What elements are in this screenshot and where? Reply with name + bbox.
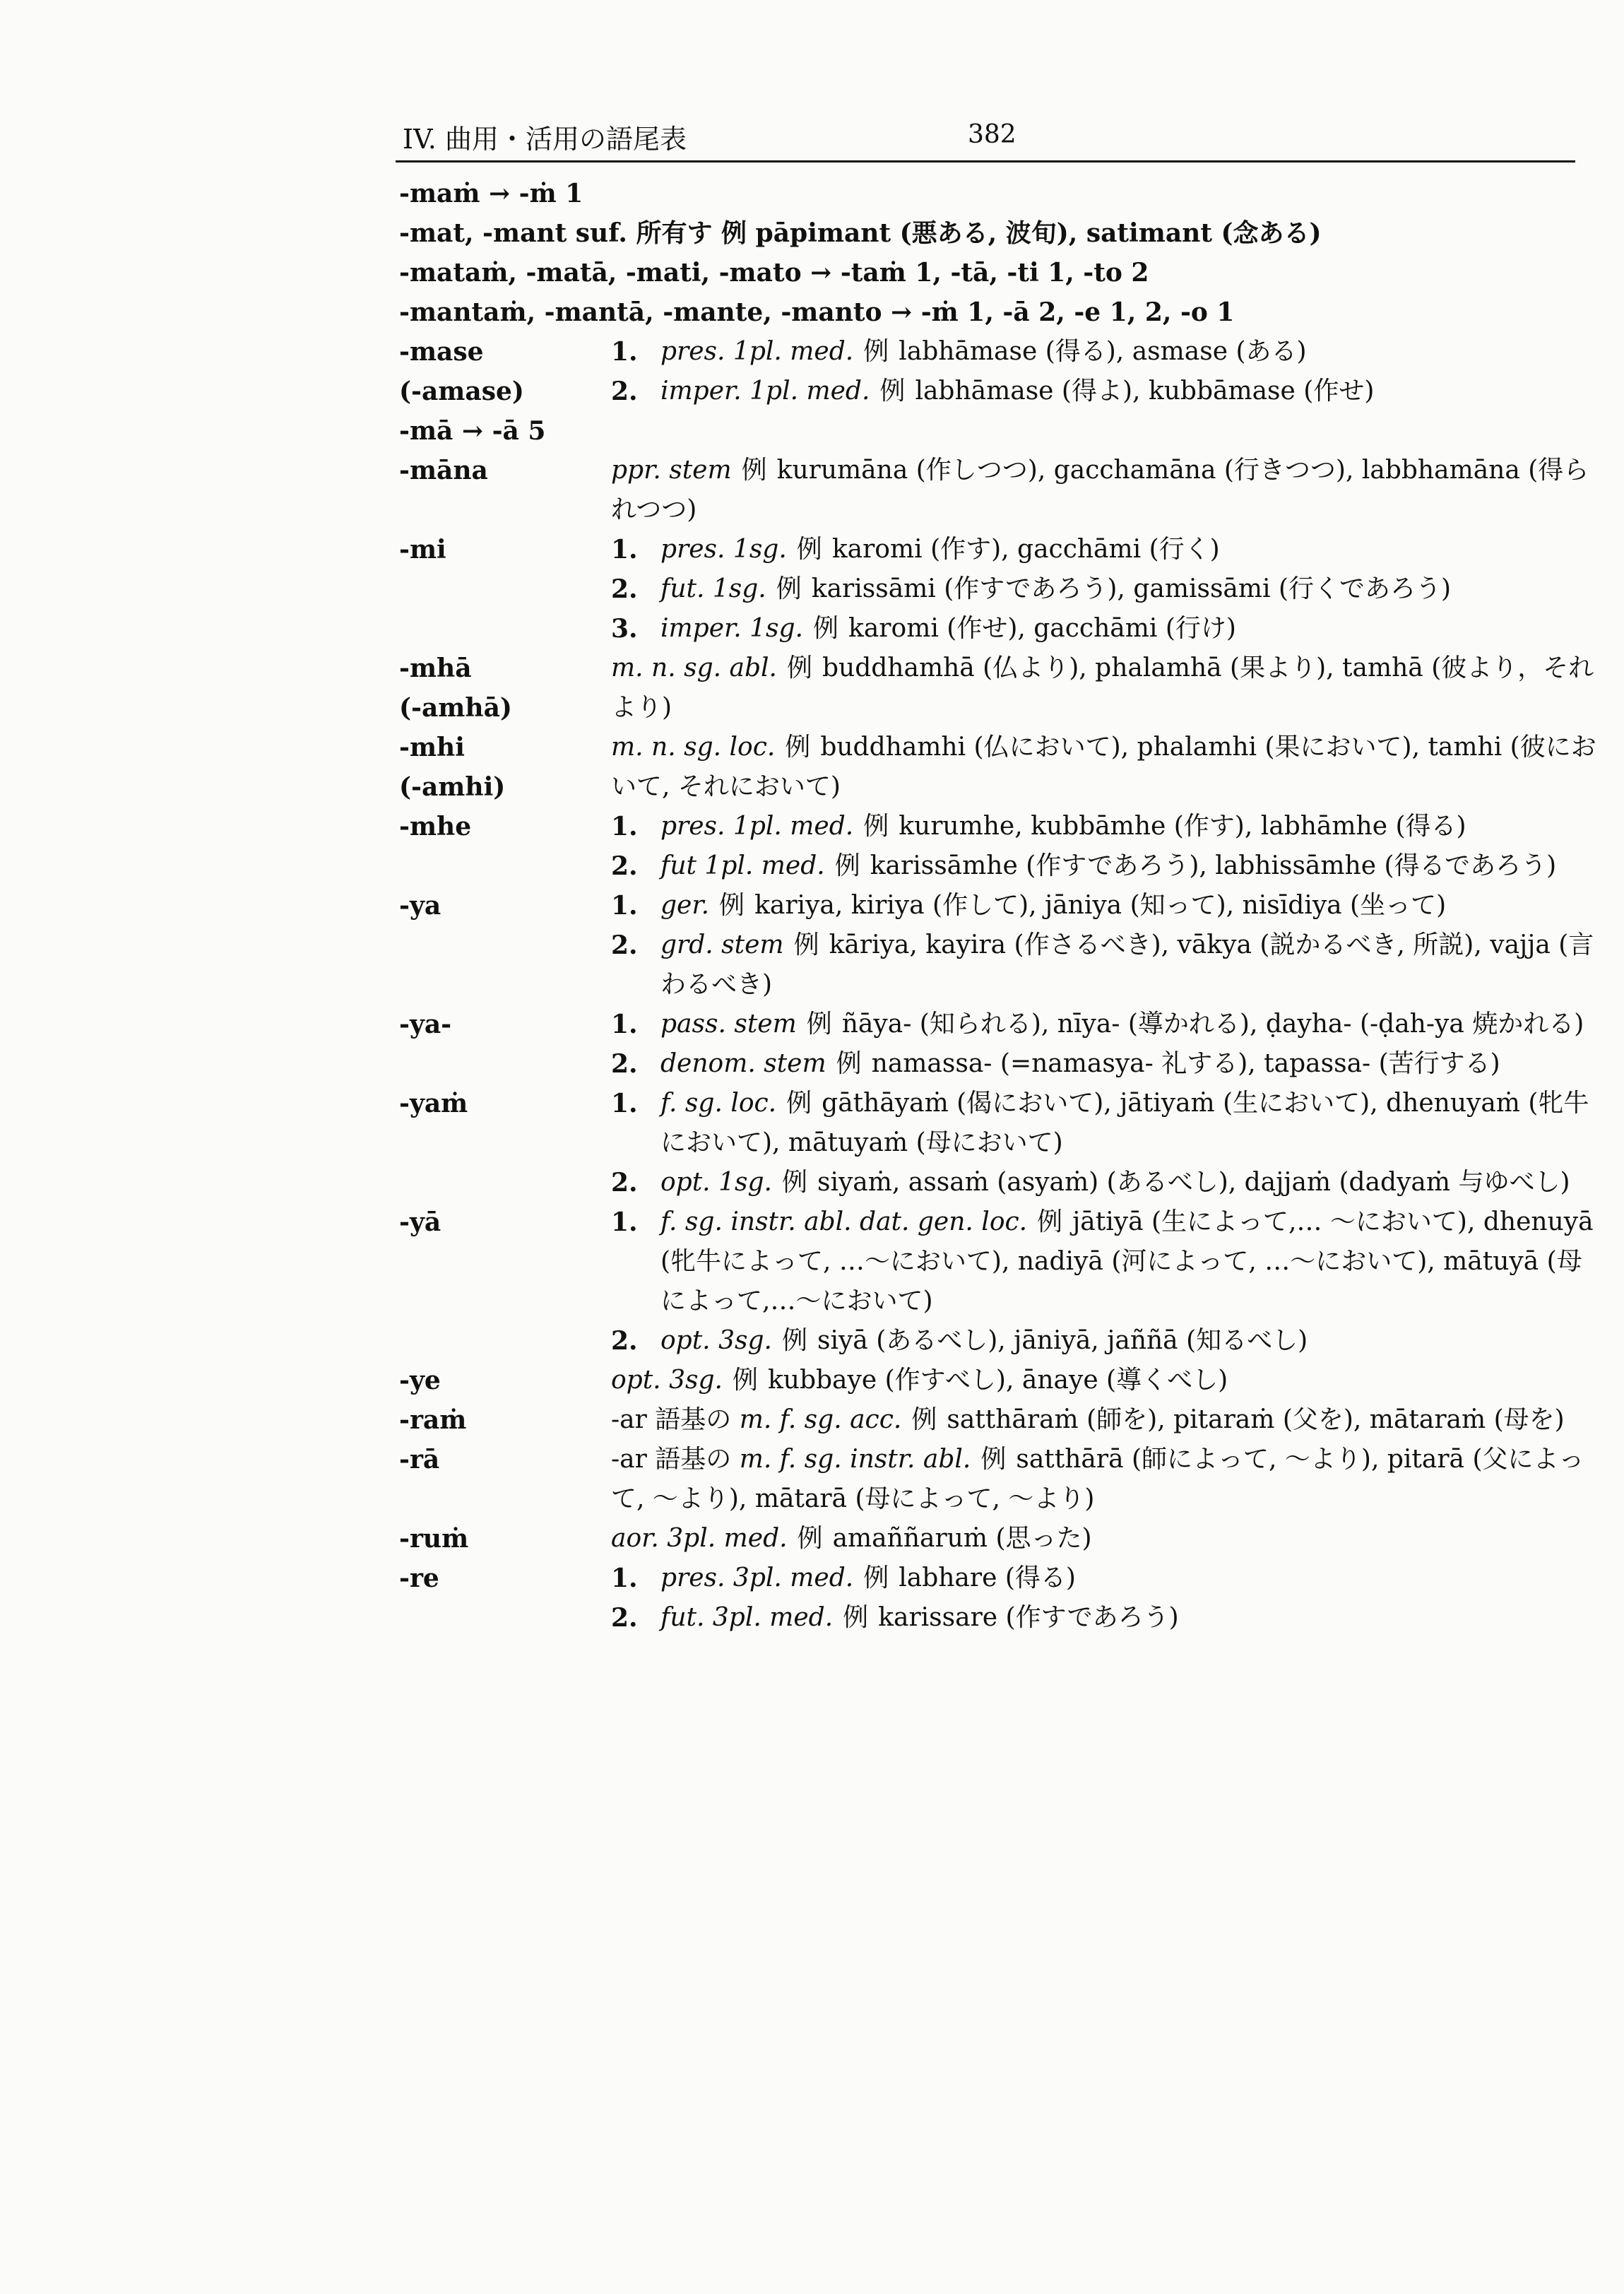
example-mark: 例 bbox=[796, 535, 822, 564]
sense bbox=[611, 569, 1600, 609]
example-mark: 例 bbox=[843, 1603, 869, 1632]
sense bbox=[611, 1321, 1600, 1361]
grammar-label: opt. 1sg. bbox=[660, 1168, 772, 1197]
sense-number: 1. bbox=[611, 812, 638, 841]
sense bbox=[611, 1361, 1600, 1400]
dictionary-entry bbox=[399, 1400, 1600, 1440]
chapter-title: IV. 曲用・活用の語尾表 bbox=[403, 124, 687, 155]
example-text: satthāraṁ (師を), pitaraṁ (父を), mātaraṁ (母を) bbox=[947, 1405, 1565, 1434]
example-mark: 例 bbox=[785, 733, 811, 762]
example-mark: 例 bbox=[776, 574, 802, 603]
dictionary-entry bbox=[399, 411, 1600, 451]
sense-list bbox=[611, 1084, 1600, 1202]
example-mark: 例 bbox=[806, 1010, 832, 1039]
sense-list bbox=[611, 1005, 1600, 1084]
grammar-label: f. sg. loc. bbox=[660, 1089, 777, 1118]
sense bbox=[611, 1044, 1600, 1084]
entry-list bbox=[399, 174, 1600, 1638]
sense bbox=[611, 1559, 1600, 1598]
headword bbox=[399, 728, 604, 807]
grammar-label: m. n. sg. loc. bbox=[611, 733, 776, 762]
headword-form: -ya- bbox=[399, 1010, 452, 1039]
sense-list bbox=[611, 807, 1600, 886]
example-text: karomi (作す), gacchāmi (行く) bbox=[831, 535, 1220, 564]
sense-number: 2. bbox=[611, 930, 638, 960]
headword-form: -re bbox=[399, 1563, 439, 1593]
grammar-label: denom. stem bbox=[660, 1049, 826, 1078]
sense-list bbox=[611, 1400, 1600, 1440]
dictionary-entry bbox=[399, 451, 1600, 530]
grammar-label: m. f. sg. instr. abl. bbox=[739, 1445, 971, 1474]
headword bbox=[399, 332, 604, 411]
sense bbox=[611, 1400, 1600, 1440]
sense-number: 1. bbox=[611, 535, 638, 564]
headword-form: -mhi bbox=[399, 733, 465, 762]
example-text: karissare (作すであろう) bbox=[878, 1603, 1179, 1632]
example-mark: 例 bbox=[781, 1168, 807, 1197]
example-text: kāriya, kayira (作さるべき), vākya (説かるべき, 所説), vajja (言わるべき) bbox=[660, 930, 1594, 999]
example-text: namassa- (=namasya- 礼する), tapassa- (苦行する) bbox=[871, 1049, 1500, 1078]
headword bbox=[399, 886, 604, 926]
dictionary-entry bbox=[399, 292, 1600, 332]
headword-form: -ya bbox=[399, 891, 441, 921]
headword-form: (-amhā) bbox=[399, 693, 512, 723]
entry-text: -mā → -ā 5 bbox=[399, 416, 546, 446]
example-text: kurumāna (作しつつ), gacchamāna (行きつつ), labbhamāna (得られつつ) bbox=[611, 456, 1589, 524]
grammar-label: fut 1pl. med. bbox=[660, 851, 825, 880]
headword bbox=[399, 1400, 604, 1440]
grammar-label: ger. bbox=[660, 891, 710, 920]
grammar-label: fut. 3pl. med. bbox=[660, 1603, 834, 1632]
dictionary-entry bbox=[399, 213, 1600, 253]
headword bbox=[399, 530, 604, 569]
headword-form: -mhā bbox=[399, 654, 472, 683]
sense bbox=[611, 1202, 1600, 1321]
headword-form: (-amhi) bbox=[399, 772, 506, 802]
example-text: labhāmase (得よ), kubbāmase (作せ) bbox=[915, 377, 1375, 406]
grammar-label: opt. 3sg. bbox=[660, 1326, 772, 1355]
sense bbox=[611, 926, 1600, 1005]
example-text: amaññaruṁ (思った) bbox=[832, 1524, 1092, 1553]
example-mark: 例 bbox=[793, 930, 819, 959]
grammar-label: pass. stem bbox=[660, 1010, 797, 1039]
example-mark: 例 bbox=[911, 1405, 937, 1434]
sense-number: 1. bbox=[611, 1563, 638, 1593]
example-mark: 例 bbox=[781, 1326, 807, 1355]
entry-text: -mat, -mant suf. 所有す 例 pāpimant (悪ある, 波旬), satimant (念ある) bbox=[399, 218, 1322, 248]
dictionary-entry bbox=[399, 1559, 1600, 1638]
headword bbox=[399, 451, 604, 490]
sense bbox=[611, 332, 1600, 372]
example-mark: 例 bbox=[1037, 1207, 1063, 1236]
headword-form: -ye bbox=[399, 1366, 441, 1395]
sense bbox=[611, 530, 1600, 569]
sense bbox=[611, 1440, 1600, 1519]
example-text: kurumhe, kubbāmhe (作す), labhāmhe (得る) bbox=[899, 812, 1466, 841]
sense-list bbox=[611, 530, 1600, 649]
sense-number: 2. bbox=[611, 377, 638, 406]
sense-list bbox=[611, 1519, 1600, 1559]
sense bbox=[611, 1163, 1600, 1202]
dictionary-entry bbox=[399, 253, 1600, 292]
sense-number: 3. bbox=[611, 614, 638, 644]
sense bbox=[611, 649, 1600, 728]
grammar-label: pres. 1pl. med. bbox=[660, 337, 854, 366]
example-mark: 例 bbox=[813, 614, 839, 643]
example-text: buddhamhi (仏において), phalamhi (果において), tamhi (彼において, それにおいて) bbox=[611, 733, 1596, 801]
headword bbox=[399, 1440, 604, 1479]
example-text: gāthāyaṁ (偈において), jātiyaṁ (生において), dhenuyaṁ (牝牛において), mātuyaṁ (母において) bbox=[660, 1089, 1589, 1157]
sense bbox=[611, 1005, 1600, 1044]
dictionary-entry bbox=[399, 728, 1600, 807]
sense-number: 2. bbox=[611, 851, 638, 881]
headword-form: -yā bbox=[399, 1207, 441, 1237]
headword-form: -raṁ bbox=[399, 1405, 467, 1435]
headword bbox=[399, 807, 604, 846]
headword bbox=[399, 1361, 604, 1400]
sense bbox=[611, 728, 1600, 807]
header-rule bbox=[396, 160, 1575, 162]
dictionary-entry bbox=[399, 174, 1600, 213]
dictionary-entry bbox=[399, 807, 1600, 886]
grammar-label: opt. 3sg. bbox=[611, 1366, 723, 1395]
example-mark: 例 bbox=[863, 337, 889, 366]
sense-number: 1. bbox=[611, 1010, 638, 1039]
sense-list bbox=[611, 1559, 1600, 1638]
page-header bbox=[396, 113, 1575, 162]
headword-form: (-amase) bbox=[399, 377, 524, 406]
example-text: siyaṁ, assaṁ (asyaṁ) (あるべし), dajjaṁ (dadyaṁ 与ゆべし) bbox=[817, 1168, 1570, 1197]
sense-list bbox=[611, 451, 1600, 530]
example-text: siyā (あるべし), jāniyā, jaññā (知るべし) bbox=[817, 1326, 1308, 1355]
stem-note: -ar 語基の bbox=[611, 1445, 732, 1474]
sense-number: 1. bbox=[611, 891, 638, 921]
sense bbox=[611, 451, 1600, 530]
example-mark: 例 bbox=[719, 891, 745, 920]
example-mark: 例 bbox=[879, 377, 906, 406]
example-text: karomi (作せ), gacchāmi (行け) bbox=[848, 614, 1236, 643]
grammar-label: ppr. stem bbox=[611, 456, 732, 485]
entry-text: -mataṁ, -matā, -mati, -mato → -taṁ 1, -tā, -ti 1, -to 2 bbox=[399, 258, 1149, 288]
headword-form: -yaṁ bbox=[399, 1089, 468, 1118]
grammar-label: m. n. sg. abl. bbox=[611, 654, 777, 682]
sense-number: 1. bbox=[611, 1207, 638, 1237]
sense-list bbox=[611, 332, 1600, 411]
example-text: jātiyā (生によって,… ～において), dhenuyā (牝牛によって, …～において), nadiyā (河によって, …～において), mātuyā (母によって,…～において) bbox=[660, 1207, 1594, 1315]
example-mark: 例 bbox=[863, 1563, 889, 1592]
dictionary-entry bbox=[399, 1519, 1600, 1559]
example-text: kariya, kiriya (作して), jāniya (知って), nisīdiya (坐って) bbox=[754, 891, 1447, 920]
headword-form: -mi bbox=[399, 535, 446, 564]
sense bbox=[611, 372, 1600, 411]
example-mark: 例 bbox=[797, 1524, 823, 1553]
headword bbox=[399, 1005, 604, 1044]
example-mark: 例 bbox=[786, 654, 812, 682]
example-text: karissāmi (作すであろう), gamissāmi (行くであろう) bbox=[811, 574, 1452, 603]
example-mark: 例 bbox=[836, 1049, 862, 1078]
example-text: labhāmase (得る), asmase (ある) bbox=[899, 337, 1307, 366]
grammar-label: imper. 1pl. med. bbox=[660, 377, 870, 406]
sense bbox=[611, 1519, 1600, 1559]
example-mark: 例 bbox=[863, 812, 889, 841]
sense-list bbox=[611, 649, 1600, 728]
entry-text: -maṁ → -ṁ 1 bbox=[399, 179, 583, 208]
sense bbox=[611, 1598, 1600, 1638]
headword bbox=[399, 1559, 604, 1598]
headword-form: -ruṁ bbox=[399, 1524, 469, 1554]
dictionary-entry bbox=[399, 1361, 1600, 1400]
example-text: ñāya- (知られる), nīya- (導かれる), ḍayha- (-ḍah-ya 焼かれる) bbox=[841, 1010, 1584, 1039]
sense bbox=[611, 886, 1600, 926]
grammar-label: aor. 3pl. med. bbox=[611, 1524, 788, 1553]
dictionary-entry bbox=[399, 530, 1600, 649]
sense-number: 1. bbox=[611, 337, 638, 367]
dictionary-entry bbox=[399, 649, 1600, 728]
grammar-label: pres. 1pl. med. bbox=[660, 812, 854, 841]
headword bbox=[399, 1084, 604, 1123]
example-mark: 例 bbox=[980, 1445, 1007, 1474]
sense bbox=[611, 846, 1600, 886]
grammar-label: pres. 3pl. med. bbox=[660, 1563, 854, 1592]
stem-note: -ar 語基の bbox=[611, 1405, 732, 1434]
sense-list bbox=[611, 886, 1600, 1005]
dictionary-entry bbox=[399, 1005, 1600, 1084]
dictionary-entry bbox=[399, 1440, 1600, 1519]
dictionary-entry bbox=[399, 332, 1600, 411]
example-text: karissāmhe (作すであろう), labhissāmhe (得るであろう) bbox=[870, 851, 1557, 880]
grammar-label: f. sg. instr. abl. dat. gen. loc. bbox=[660, 1207, 1028, 1236]
dictionary-entry bbox=[399, 1202, 1600, 1361]
headword-form: -rā bbox=[399, 1445, 440, 1474]
headword bbox=[399, 1202, 604, 1242]
example-mark: 例 bbox=[834, 851, 860, 880]
example-text: satthārā (師によって, ～より), pitarā (父によって, ～より), mātarā (母によって, ～より) bbox=[611, 1445, 1584, 1513]
headword bbox=[399, 649, 604, 728]
sense-list bbox=[611, 1361, 1600, 1400]
sense-number: 2. bbox=[611, 1168, 638, 1198]
example-text: labhare (得る) bbox=[899, 1563, 1076, 1592]
example-text: buddhamhā (仏より), phalamhā (果より), tamhā (彼より，それより) bbox=[611, 654, 1594, 722]
dictionary-entry bbox=[399, 1084, 1600, 1202]
sense-number: 2. bbox=[611, 1603, 638, 1633]
headword bbox=[399, 1519, 604, 1559]
sense-number: 2. bbox=[611, 1326, 638, 1356]
sense bbox=[611, 609, 1600, 649]
grammar-label: m. f. sg. acc. bbox=[739, 1405, 902, 1434]
sense-list bbox=[611, 1440, 1600, 1519]
entry-text: -mantaṁ, -mantā, -mante, -manto → -ṁ 1, -ā 2, -e 1, 2, -o 1 bbox=[399, 297, 1235, 327]
sense bbox=[611, 1084, 1600, 1163]
grammar-label: pres. 1sg. bbox=[660, 535, 787, 564]
sense-number: 2. bbox=[611, 574, 638, 604]
example-mark: 例 bbox=[732, 1366, 758, 1395]
headword-form: -mhe bbox=[399, 812, 472, 841]
grammar-label: grd. stem bbox=[660, 930, 784, 959]
dictionary-entry bbox=[399, 886, 1600, 1005]
grammar-label: fut. 1sg. bbox=[660, 574, 766, 603]
example-mark: 例 bbox=[786, 1089, 812, 1118]
sense-number: 1. bbox=[611, 1089, 638, 1118]
headword-form: -mase bbox=[399, 337, 484, 367]
sense bbox=[611, 807, 1600, 846]
grammar-label: imper. 1sg. bbox=[660, 614, 804, 643]
sense-list bbox=[611, 1202, 1600, 1361]
sense-list bbox=[611, 728, 1600, 807]
page-number: 382 bbox=[968, 120, 1017, 149]
example-text: kubbaye (作すべし), ānaye (導くべし) bbox=[767, 1366, 1228, 1395]
sense-number: 2. bbox=[611, 1049, 638, 1079]
headword-form: -māna bbox=[399, 456, 488, 485]
example-mark: 例 bbox=[741, 456, 767, 485]
